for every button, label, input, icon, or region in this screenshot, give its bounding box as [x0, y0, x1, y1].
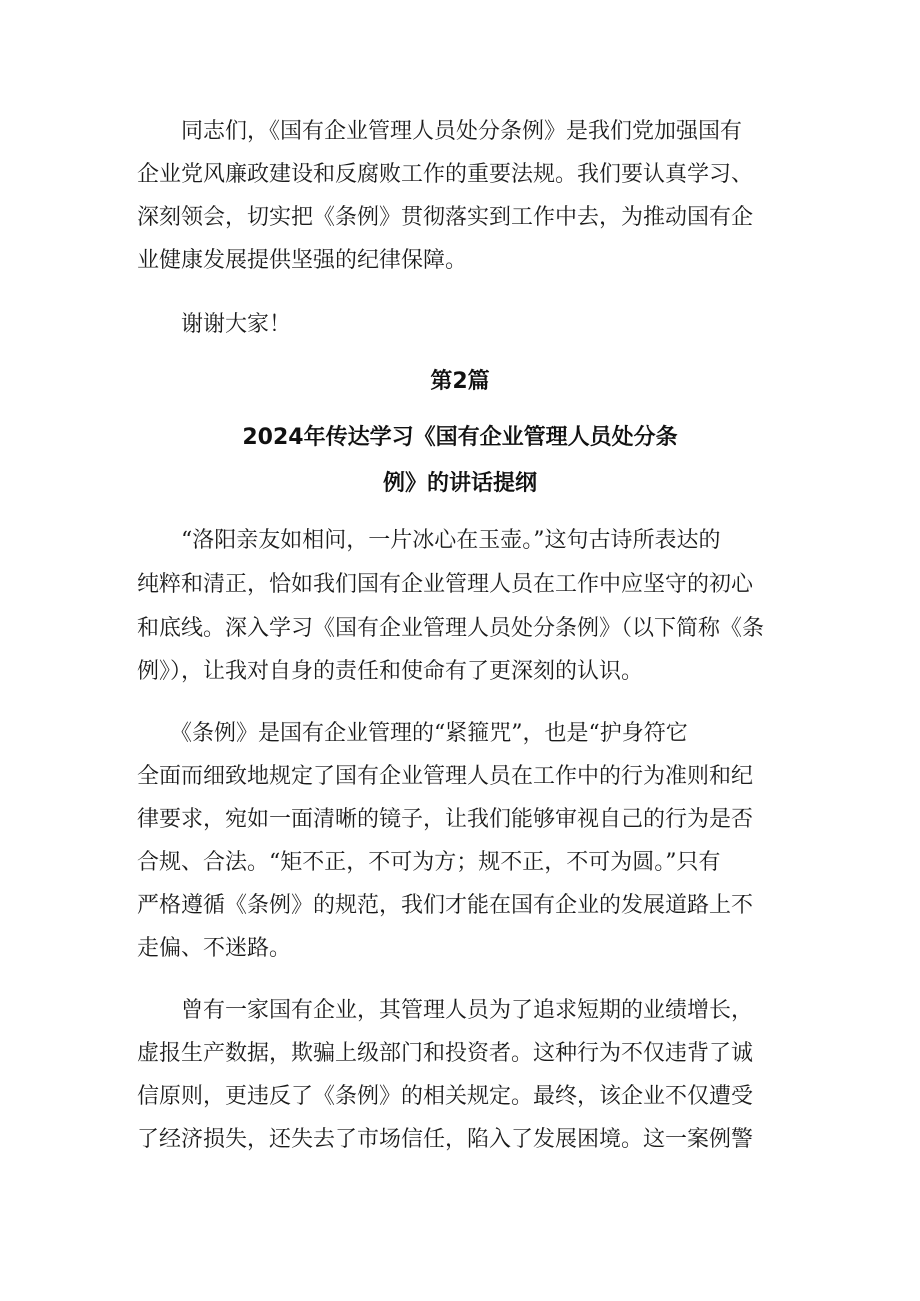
- document-title-line-1: 2024年传达学习《国有企业管理人员处分条: [242, 425, 678, 450]
- section-label: 第2篇: [430, 369, 490, 394]
- paragraph-line: 虚报生产数据，欺骗上级部门和投资者。这种行为不仅违背了诚: [137, 1041, 754, 1066]
- paragraph-line: 律要求，宛如一面清晰的镜子，让我们能够审视自己的行为是否: [137, 807, 754, 832]
- paragraph-line: 严格遵循《条例》的规范，我们才能在国有企业的发展道路上不: [137, 893, 754, 918]
- paragraph-line: 合规、合法。“矩不正，不可为方；规不正，不可为圆。”只有: [137, 850, 721, 875]
- paragraph-line: 走偏、不迷路。: [137, 936, 292, 961]
- paragraph-line: 曾有一家国有企业，其管理人员为了追求短期的业绩增长，: [137, 998, 754, 1023]
- paragraph-line: 企业党风廉政建设和反腐败工作的重要法规。我们要认真学习、: [137, 162, 754, 187]
- document-title-line-2: 例》的讲话提纲: [382, 471, 537, 496]
- paragraph-line: 《条例》是国有企业管理的“紧箍咒”，也是“护身符它: [137, 721, 688, 746]
- paragraph-line: 全面而细致地规定了国有企业管理人员在工作中的行为准则和纪: [137, 764, 754, 789]
- paragraph-line: 信原则，更违反了《条例》的相关规定。最终，该企业不仅遭受: [137, 1084, 754, 1109]
- closing-thanks: 谢谢大家！: [137, 312, 292, 337]
- paragraph-line: 纯粹和清正，恰如我们国有企业管理人员在工作中应坚守的初心: [137, 572, 754, 597]
- paragraph-line: “洛阳亲友如相问，一片冰心在玉壶。”这句古诗所表达的: [137, 528, 721, 553]
- paragraph-line: 深刻领会，切实把《条例》贯彻落实到工作中去，为推动国有企: [137, 205, 754, 230]
- paragraph-line: 同志们，《国有企业管理人员处分条例》是我们党加强国有: [137, 119, 743, 144]
- paragraph-line: 了经济损失，还失去了市场信任，陷入了发展困境。这一案例警: [137, 1127, 754, 1152]
- paragraph-line: 例》），让我对自身的责任和使命有了更深刻的认识。: [137, 659, 644, 684]
- paragraph-line: 和底线。深入学习《国有企业管理人员处分条例》（以下简称《条: [137, 616, 765, 641]
- paragraph-line: 业健康发展提供坚强的纪律保障。: [137, 248, 468, 273]
